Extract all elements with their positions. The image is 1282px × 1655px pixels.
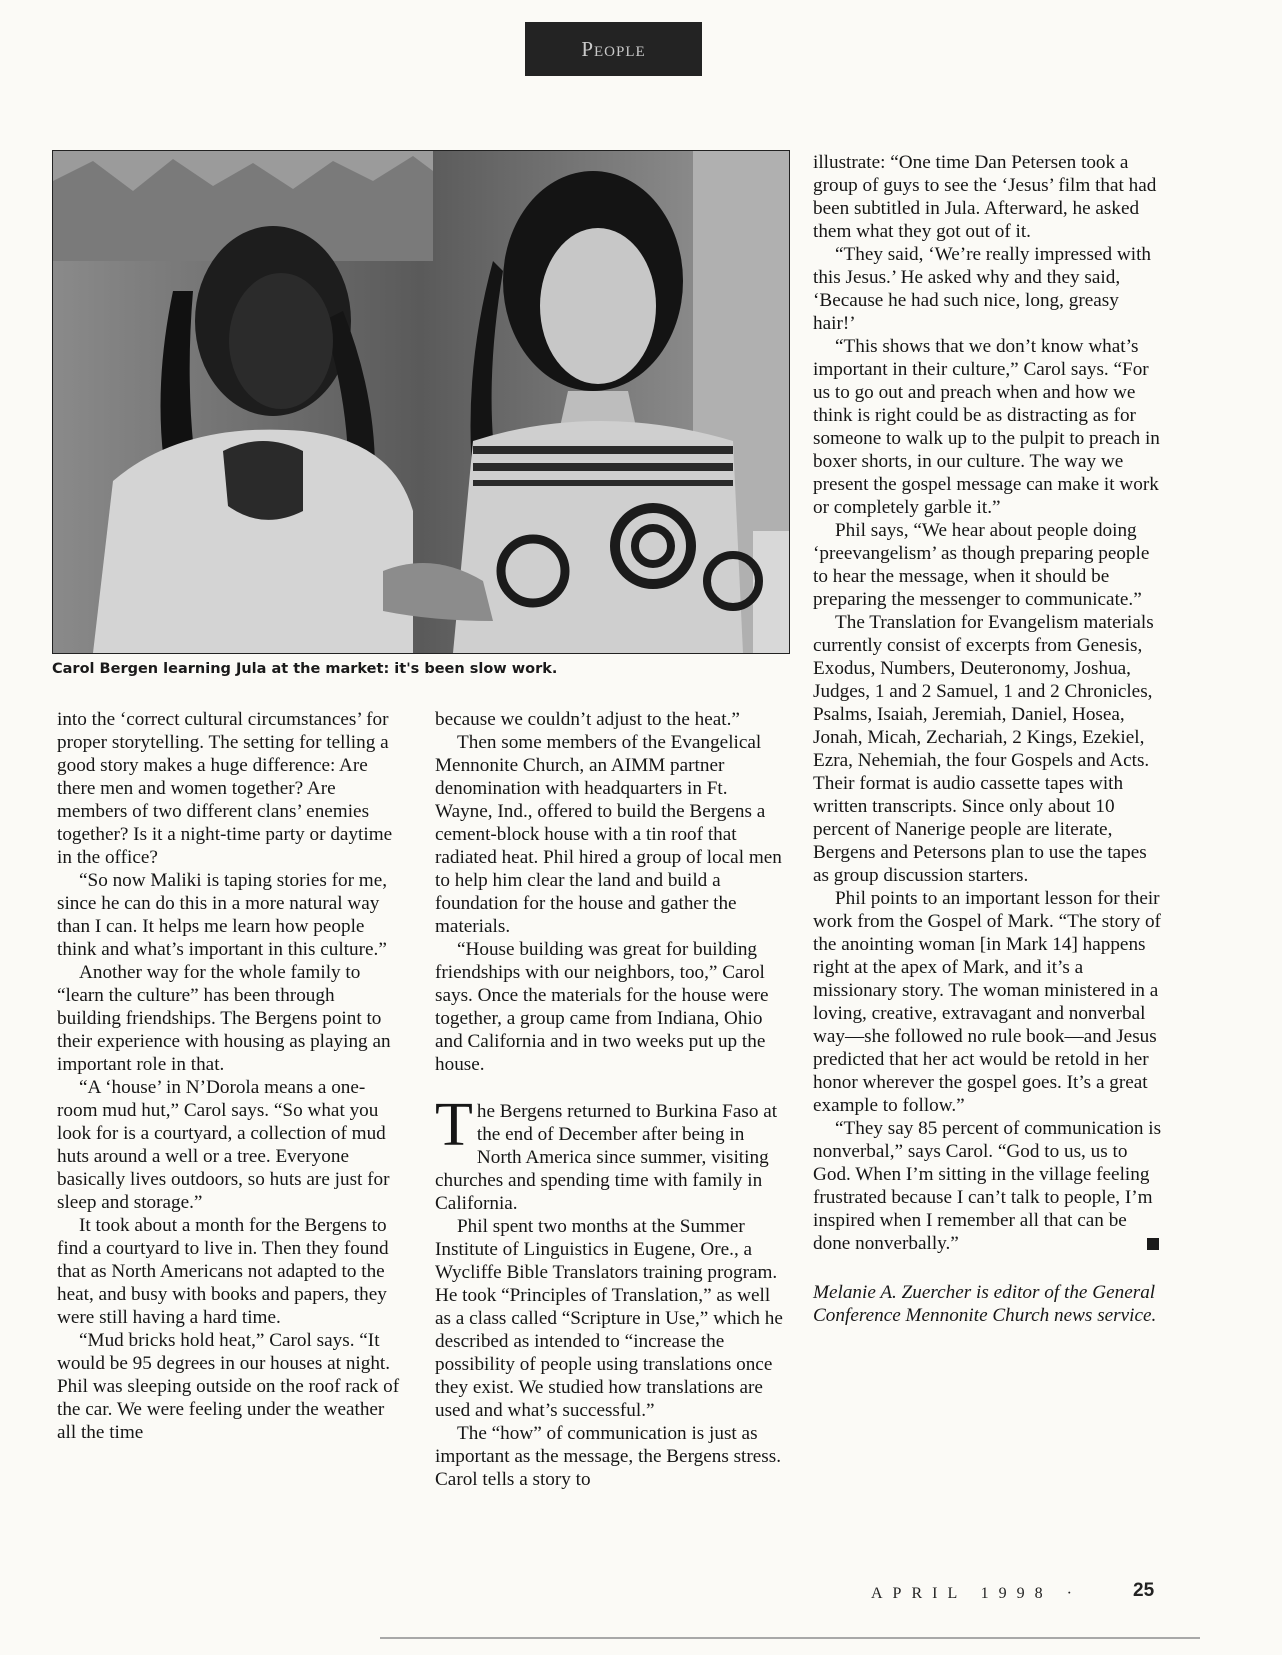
paragraph: “So now Maliki is taping stories for me, since he can do this in a more natural way than I can. It helps me learn how people think and what’s important in this culture.”	[57, 870, 388, 960]
article-photo	[52, 150, 790, 654]
paragraph-text: “They say 85 percent of communication is nonverbal,” says Carol. “God to us, us to God. When I’m sitting in the village feeling frustrated because I can’t talk to people, I’m inspired when I remember all that can be done nonverbally.”	[813, 1118, 1162, 1254]
footer-separator: ·	[1066, 1585, 1082, 1602]
paragraph: Phil points to an important lesson for their work from the Gospel of Mark. “The story of the anointing woman [in Mark 14] happens right at the apex of Mark, and it’s a missionary story. The woman ministered in a loving, creative, extravagant and nonverbal way—she followed no rule book—and Jesus predicted that her act would be retold in her honor wherever the gospel goes. It’s a great example to follow.”	[813, 888, 1161, 1116]
end-mark-icon	[1147, 1238, 1159, 1250]
section-tab	[525, 22, 702, 76]
drop-cap: T	[435, 1091, 473, 1159]
issue-label: APRIL 1998	[871, 1585, 1053, 1602]
paragraph: into the ‘correct cultural circumstances’ for proper storytelling. The setting for telling a good story makes a huge difference: Are there men and women together? Are members of two different clans’ enemies together? Is it a night-time party or daytime in the office?	[57, 709, 393, 868]
paragraph: The Translation for Evangelism materials currently consist of excerpts from Genesis, Exodus, Numbers, Deuteronomy, Joshua, Judges, 1 and 2 Samuel, 1 and 2 Chronicles, Psalms, Isaiah, Jeremiah, Daniel, Hosea, Jonah, Micah, Zechariah, 2 Kings, Ezekiel, Ezra, Nehemiah, the four Gospels and Acts. Their format is audio cassette tapes with written transcripts. Since only about 10 percent of Nanerige people are literate, Bergens and Petersons plan to use the tapes as group discussion starters.	[813, 612, 1154, 886]
article-column-2	[435, 708, 785, 1491]
paragraph: The “how” of communication is just as important as the message, the Bergens stress. Carol tells a story to	[435, 1423, 782, 1490]
final-paragraph	[813, 1117, 1165, 1255]
paragraph: Phil spent two months at the Summer Institute of Linguistics in Eugene, Ore., a Wycliffe Bible Translators training program. He took “Principles of Translation,” as well as a class called “Scripture in Use,” which he described as intended to “increase the possibility of people using translations once they exist. We studied how translations are used and what’s successful.”	[435, 1216, 783, 1421]
drop-cap-text: he Bergens returned to Burkina Faso at the end of December after being in North America since summer, visiting churches and spending time with family in California.	[435, 1101, 778, 1214]
bottom-divider	[380, 1637, 1200, 1639]
paragraph: “This shows that we don’t know what’s important in their culture,” Carol says. “For us to go out and preach when and how we think is right could be as distracting as for someone to walk up to the pulpit to preach in boxer shorts, in our culture. The way we present the gospel message can make it work or completely garble it.”	[813, 336, 1160, 518]
section-opening-paragraph	[435, 1091, 785, 1215]
page-number: 25	[1133, 1580, 1155, 1601]
section-tab-label: People	[581, 36, 646, 61]
paragraph: Another way for the whole family to “learn the culture” has been through building friendships. The Bergens point to their experience with housing as playing an important role in that.	[57, 962, 391, 1075]
photo-caption: Carol Bergen learning Jula at the market: it's been slow work.	[52, 661, 558, 677]
paragraph: It took about a month for the Bergens to find a courtyard to live in. Then they found that as North Americans not adapted to the heat, and busy with books and papers, they were still having a hard time.	[57, 1215, 389, 1328]
paragraph: “They said, ‘We’re really impressed with this Jesus.’ He asked why and they said, ‘Because he had such nice, long, greasy hair!’	[813, 244, 1151, 334]
paragraph: Phil says, “We hear about people doing ‘preevangelism’ as though preparing people to hear the message, when it should be preparing the messenger to communicate.”	[813, 520, 1150, 610]
paragraph: “Mud bricks hold heat,” Carol says. “It would be 95 degrees in our houses at night. Phil was sleeping outside on the roof rack of the car. We were feeling under the weather all the time	[57, 1330, 400, 1443]
article-column-1	[57, 708, 402, 1444]
paragraph: because we couldn’t adjust to the heat.”	[435, 709, 740, 730]
author-byline	[813, 1281, 1165, 1327]
issue-date	[871, 1585, 1082, 1603]
article-column-3	[813, 151, 1165, 1327]
photo-illustration	[53, 151, 789, 653]
paragraph: Then some members of the Evangelical Mennonite Church, an AIMM partner denomination with headquarters in Ft. Wayne, Ind., offered to build the Bergens a cement-block house with a tin roof that radiated heat. Phil hired a group of local men to help him clear the land and build a foundation for the house and gather the materials.	[435, 732, 782, 937]
byline-text: Melanie A. Zuercher is editor of the General Conference Mennonite Church news service.	[813, 1282, 1157, 1326]
paragraph: “House building was great for building friendships with our neighbors, too,” Carol says. Once the materials for the house were together, a group came from Indiana, Ohio and California and in two weeks put up the house.	[435, 939, 769, 1075]
paragraph: illustrate: “One time Dan Petersen took a group of guys to see the ‘Jesus’ film that had been subtitled in Jula. Afterward, he asked them what they got out of it.	[813, 152, 1157, 242]
paragraph: “A ‘house’ in N’Dorola means a one-room mud hut,” Carol says. “So what you look for is a courtyard, a collection of mud huts around a well or a tree. Everyone basically lives outdoors, so huts are just for sleep and storage.”	[57, 1077, 390, 1213]
